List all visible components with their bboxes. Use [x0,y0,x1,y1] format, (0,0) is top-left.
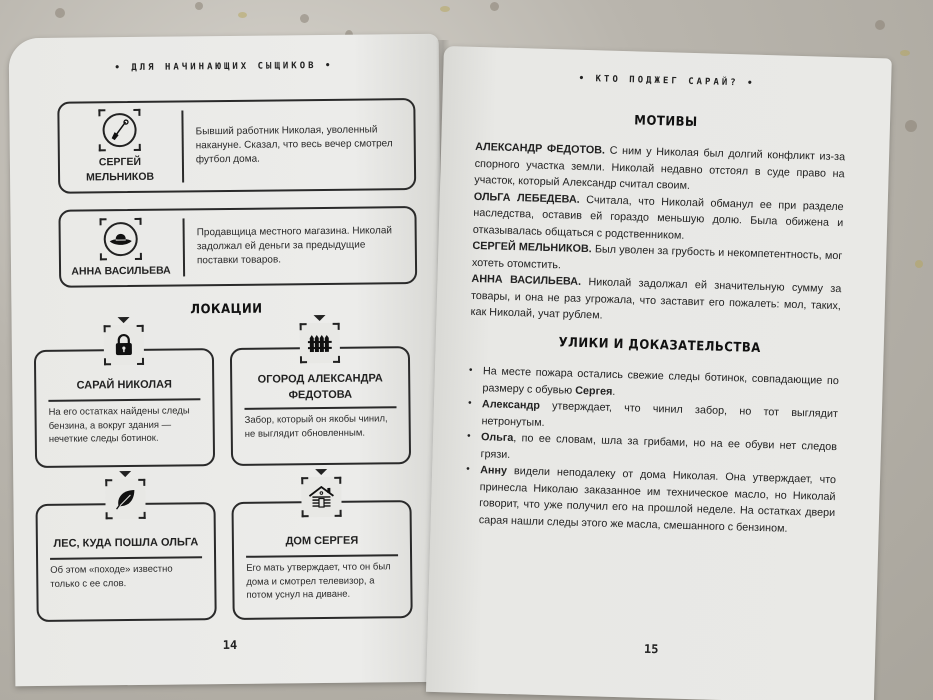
location-description: Об этом «походе» известно только с ее слов. [50,563,173,590]
locations-heading: ЛОКАЦИИ [190,301,263,318]
suspect-card-sergey [57,98,416,194]
fence-icon [308,334,332,352]
location-rule [48,398,200,401]
location-description: Его мать утверждает, что он был дома и смотрел телевизор, а потом уснул на диване. [246,561,391,601]
clues-section [465,363,839,538]
leaf-icon [114,488,136,510]
padlock-icon [114,334,134,356]
location-icon-frame [300,323,340,363]
page-number-left: 14 [222,637,238,653]
card-divider [183,218,185,276]
motive-text: Николай задолжал ей значительную сумму за товары, и она не раз угрожала, что заставит его пожалеть: мол, таких, как Николай, учат рублем. [470,275,842,322]
location-title: ДОМ СЕРГЕЯ [285,534,359,548]
location-card-garden [230,346,411,466]
running-head-left: • ДЛЯ НАЧИНАЮЩИХ СЫЩИКОВ • [114,60,334,74]
location-title: САРАЙ НИКОЛАЯ [76,378,172,392]
suspect-avatar [100,217,142,259]
location-title: ОГОРОД АЛЕКСАНДРА ФЕДОТОВА [257,372,383,402]
suspect-name: СЕРГЕЙ [98,155,142,169]
motive-name: СЕРГЕЙ МЕЛЬНИКОВ. [472,239,592,256]
log-house-icon [308,486,334,508]
location-rule [50,556,202,559]
location-icon-frame [104,325,144,365]
location-icon-frame [105,479,145,519]
motive-name: ОЛЬГА ЛЕБЕДЕВА. [473,190,580,206]
motive-text: Был уволен за грубость и некомпетентность, мог хотеть отомстить. [471,243,843,271]
clue-item: • На месте пожара остались свежие следы ботинок, совпадающие по размеру с обувью Сергея. [468,363,839,406]
location-title: ЛЕС, КУДА ПОШЛА ОЛЬГА [53,536,199,550]
clue-list [465,363,839,538]
suspect-description: Бывший работник Николая, уволенный накануне. Сказал, что весь вечер смотрел футбол дома. [195,124,393,166]
location-card-forest [35,502,216,622]
suspect-name: МЕЛЬНИКОВ [86,170,155,184]
page-number-right: 15 [643,641,659,657]
hat-icon [109,228,133,248]
motives-heading: МОТИВЫ [634,113,698,131]
motive-paragraph [470,271,841,331]
card-divider [181,110,183,182]
motive-name: АННА ВАСИЛЬЕВА. [471,272,582,288]
location-rule [246,554,398,557]
motive-text: Считала, что Николай обманул ее при разделе наследства, оставив ей гораздо меньшую долю. Была обижена и отказывалась общаться с родственником. [472,193,844,242]
left-page [9,34,446,686]
suspect-card-anna [58,206,417,288]
shovel-icon [108,119,130,141]
running-head-right: • КТО ПОДЖЕГ САРАЙ? • [578,73,756,89]
right-page [426,46,892,700]
clues-heading: УЛИКИ И ДОКАЗАТЕЛЬСТВА [558,335,762,356]
clue-item: • Ольга, по ее словам, шла за грибами, но на ее обуви нет следов грязи. [466,429,837,472]
location-card-shed [34,348,215,468]
location-description: На его остатках найдены следы бензина, а вокруг здания — нечеткие следы ботинок. [48,405,190,445]
motive-text: С ним у Николая был долгий конфликт из-за спорного участка земли. Николай недавно отстоял в суде право на участок, который Александр считал своим. [474,144,846,192]
location-icon-frame [301,477,341,517]
location-description: Забор, который он якобы чинил, не выглядит обновленным. [244,413,388,440]
motives-section [470,139,845,331]
location-card-sergey-house [231,500,412,620]
suspect-description: Продавщица местного магазина. Николай задолжал ей деньги за предыдущие поставки товаров. [196,225,393,267]
suspect-avatar [98,109,140,151]
suspect-name: АННА ВАСИЛЬЕВА [71,264,171,278]
motive-name: АЛЕКСАНДР ФЕДОТОВ. [475,140,606,157]
location-rule [245,406,397,409]
clue-item: • Анну видели неподалеку от дома Николая. Она утверждает, что принесла Николаю заказанное им техническое масло, но Николай говорит, что уже получил его на прошлой неделе. На остатках двери сарая нашли следы этого же масла, смешанного с бензином. [465,462,837,538]
clue-item: • Александр утверждает, что чинил забор, но тот выглядит нетронутым. [467,396,838,439]
